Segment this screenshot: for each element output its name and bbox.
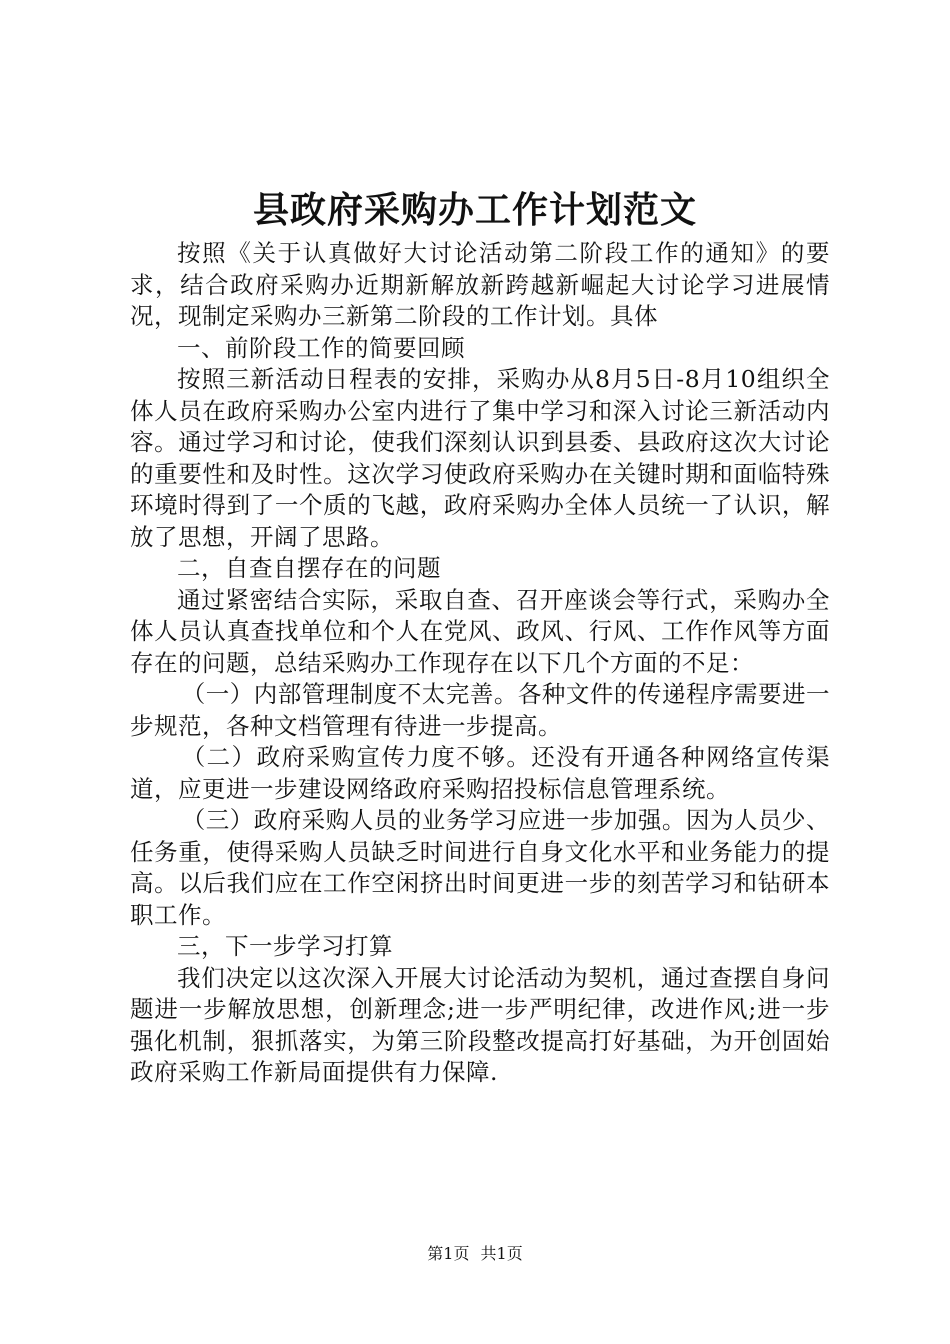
- paragraph-review: 按照三新活动日程表的安排，采购办从8月5日-8月10组织全体人员在政府采购办公室内进行了集中学习和深入讨论三新活动内容。通过学习和讨论，使我们深刻认识到县委、县政府这次大讨论的重要性和及时性。这次学习使政府采购办在关键时期和面临特殊环境时得到了一个质的飞越，政府采购办全体人员统一了认识，解放了思想，开阔了思路。: [130, 365, 830, 551]
- paragraph-problem-2: （二）政府采购宣传力度不够。还没有开通各种网络宣传渠道，应更进一步建设网络政府采购招投标信息管理系统。: [130, 743, 830, 803]
- paragraph-problem-1: （一）内部管理制度不太完善。各种文件的传递程序需要进一步规范，各种文档管理有待进一步提高。: [130, 680, 830, 740]
- paragraph-problem-3: （三）政府采购人员的业务学习应进一步加强。因为人员少、任务重，使得采购人员缺乏时间进行自身文化水平和业务能力的提高。以后我们应在工作空闲挤出时间更进一步的刻苦学习和钻研本职工作。: [130, 806, 830, 929]
- paragraph-problems: 通过紧密结合实际，采取自查、召开座谈会等行式，采购办全体人员认真查找单位和个人在党风、政风、行风、工作作风等方面存在的问题，总结采购办工作现存在以下几个方面的不足：: [130, 585, 830, 677]
- section-heading-plan: 三，下一步学习打算: [177, 932, 393, 960]
- document-body: [130, 238, 830, 1089]
- paragraph-plan: 我们决定以这次深入开展大讨论活动为契机，通过查摆自身问题进一步解放思想，创新理念;进一步严明纪律，改进作风;进一步强化机制，狠抓落实，为第三阶段整改提高打好基础，为开创固始政府采购工作新局面提供有力保障.: [130, 963, 830, 1086]
- paragraph-intro: 按照《关于认真做好大讨论活动第二阶段工作的通知》的要求，结合政府采购办近期新解放新跨越新崛起大讨论学习进展情况，现制定采购办三新第二阶段的工作计划。具体: [130, 239, 830, 330]
- document-title: 县政府采购办工作计划范文: [252, 189, 697, 231]
- section-heading-problems: 二，自查自摆存在的问题: [177, 554, 441, 582]
- page-footer: 第1页 共1页: [427, 1244, 523, 1263]
- section-heading-review: 一、前阶段工作的简要回顾: [177, 333, 465, 362]
